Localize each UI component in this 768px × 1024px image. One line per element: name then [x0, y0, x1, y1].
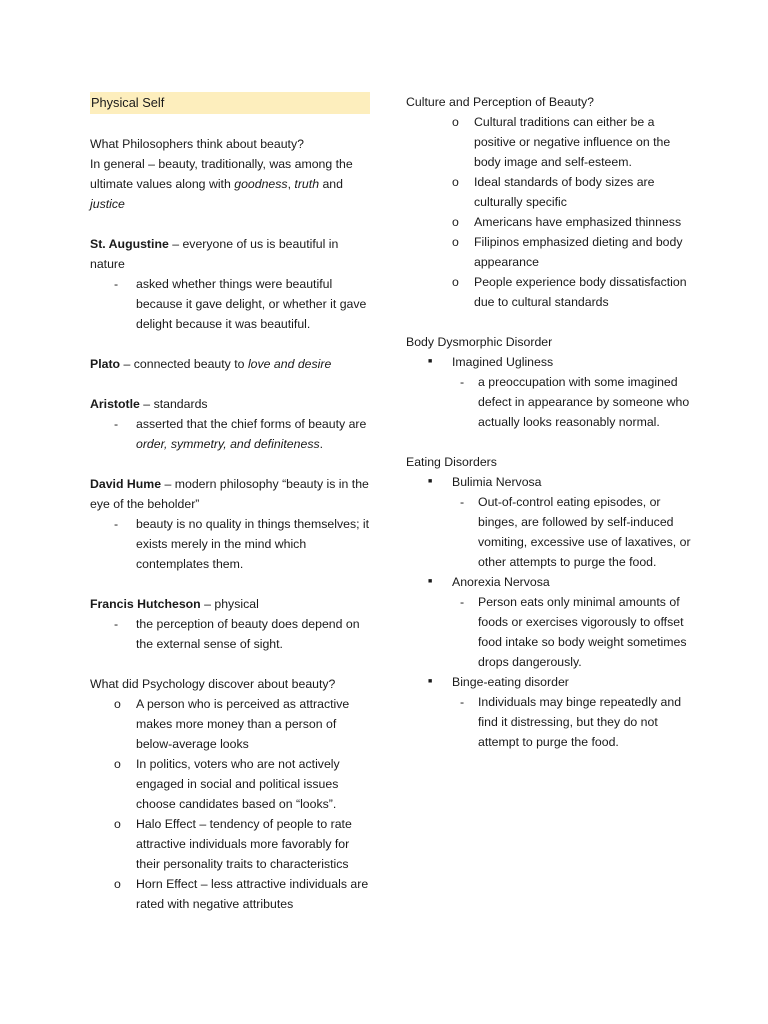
anorexia-subheading: ■ Anorexia Nervosa	[406, 572, 696, 592]
bdd-list	[406, 372, 696, 432]
right-column	[406, 92, 696, 752]
culture-list	[406, 112, 696, 312]
general-paragraph: In general – beauty, traditionally, was among the ultimate values along with goodness, truth and justice	[90, 157, 353, 211]
list-item: o Cultural traditions can either be a positive or negative influence on the body image and self-esteem.	[406, 112, 696, 172]
eating-title: Eating Disorders	[406, 455, 497, 469]
aristotle-entry: Aristotle – standards	[90, 397, 208, 411]
hume-entry: David Hume – modern philosophy “beauty is in the eye of the beholder”	[90, 477, 369, 511]
culture-question: Culture and Perception of Beauty?	[406, 95, 594, 109]
hutcheson-list	[90, 614, 370, 654]
list-item: - the perception of beauty does depend on the external sense of sight.	[90, 614, 370, 654]
bdd-subheading: ■ Imagined Ugliness	[406, 352, 696, 372]
list-item: o In politics, voters who are not actively engaged in social and political issues choose candidates based on “looks”.	[90, 754, 370, 814]
aristotle-list	[90, 414, 370, 454]
list-item: o People experience body dissatisfaction due to cultural standards	[406, 272, 696, 312]
psychology-list	[90, 694, 370, 914]
list-item: - beauty is no quality in things themselves; it exists merely in the mind which contemplates them.	[90, 514, 370, 574]
list-item: - Out-of-control eating episodes, or binges, are followed by self-induced vomiting, excessive use of laxatives, or other attempts to purge the food.	[406, 492, 696, 572]
list-item: o Filipinos emphasized dieting and body appearance	[406, 232, 696, 272]
augustine-entry: St. Augustine – everyone of us is beautiful in nature	[90, 237, 339, 271]
list-item: - asserted that the chief forms of beauty are order, symmetry, and definiteness.	[90, 414, 370, 454]
binge-list	[406, 692, 696, 752]
list-item: o Horn Effect – less attractive individuals are rated with negative attributes	[90, 874, 370, 914]
list-item: - asked whether things were beautiful because it gave delight, or whether it gave delight because it was beautiful.	[90, 274, 370, 334]
bulimia-subheading: ■ Bulimia Nervosa	[406, 472, 696, 492]
augustine-list	[90, 274, 370, 334]
bulimia-list	[406, 492, 696, 572]
list-item: o A person who is perceived as attractive makes more money than a person of below-average looks	[90, 694, 370, 754]
list-item: - Person eats only minimal amounts of foods or exercises vigorously to offset food intake so body weight sometimes drops dangerously.	[406, 592, 696, 672]
philosophers-question: What Philosophers think about beauty?	[90, 137, 304, 151]
plato-entry: Plato – connected beauty to love and desire	[90, 357, 332, 371]
psychology-question: What did Psychology discover about beauty?	[90, 677, 336, 691]
list-item: o Ideal standards of body sizes are culturally specific	[406, 172, 696, 212]
bdd-title: Body Dysmorphic Disorder	[406, 335, 553, 349]
hume-list	[90, 514, 370, 574]
section-heading: Physical Self	[90, 92, 370, 114]
list-item: - a preoccupation with some imagined defect in appearance by someone who actually looks reasonably normal.	[406, 372, 696, 432]
hutcheson-entry: Francis Hutcheson – physical	[90, 597, 259, 611]
list-item: o Americans have emphasized thinness	[406, 212, 696, 232]
left-column	[90, 92, 370, 914]
binge-subheading: ■ Binge-eating disorder	[406, 672, 696, 692]
list-item: - Individuals may binge repeatedly and find it distressing, but they do not attempt to purge the food.	[406, 692, 696, 752]
list-item: o Halo Effect – tendency of people to rate attractive individuals more favorably for their personality traits to characteristics	[90, 814, 370, 874]
anorexia-list	[406, 592, 696, 672]
